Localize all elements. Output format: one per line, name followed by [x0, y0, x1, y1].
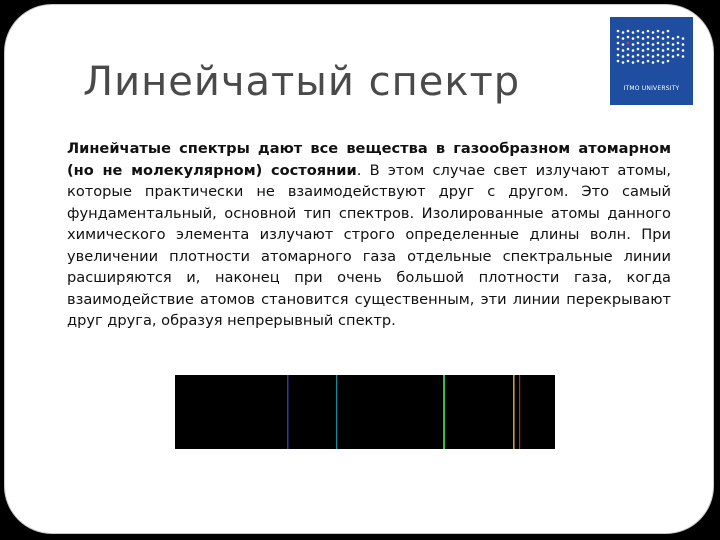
- logo-dot: [657, 36, 660, 39]
- logo-dot: [642, 55, 645, 58]
- logo-dot: [617, 30, 620, 33]
- logo-dot: [622, 61, 625, 64]
- logo-dot: [667, 42, 670, 45]
- logo-dot: [637, 48, 640, 51]
- body-paragraph: [67, 138, 671, 332]
- logo-dot: [652, 37, 655, 40]
- logo-dot: [662, 31, 665, 34]
- logo-dot: [642, 61, 645, 64]
- itmo-logo: [610, 17, 693, 105]
- logo-dot: [647, 48, 650, 51]
- logo-dot: [672, 43, 675, 46]
- logo-dot: [652, 49, 655, 52]
- bold-lead-text: Линейчатые спектры дают все вещества в газообразном атомарном (но не молекулярном) состоянии: [67, 140, 671, 179]
- slide: [4, 4, 714, 534]
- logo-dot: [672, 37, 675, 40]
- logo-dot: [677, 48, 680, 51]
- logo-dot: [647, 60, 650, 63]
- logo-dot: [617, 48, 620, 51]
- logo-dot: [647, 42, 650, 45]
- logo-dot: [677, 42, 680, 45]
- logo-dot: [667, 48, 670, 51]
- logo-dot: [652, 43, 655, 46]
- logo-dot: [632, 55, 635, 58]
- spectral-line: [336, 375, 337, 449]
- logo-dot: [662, 37, 665, 40]
- spectral-line: [287, 375, 289, 449]
- logo-dot: [617, 60, 620, 63]
- spectral-line: [443, 375, 445, 449]
- logo-dot: [637, 30, 640, 33]
- logo-dot: [677, 54, 680, 57]
- logo-dot: [642, 37, 645, 40]
- logo-dot: [622, 55, 625, 58]
- logo-dot: [652, 31, 655, 34]
- logo-dot: [662, 43, 665, 46]
- logo-dot: [682, 55, 685, 58]
- logo-dot: [657, 48, 660, 51]
- logo-dot: [627, 54, 630, 57]
- logo-dot: [652, 55, 655, 58]
- logo-dot: [662, 49, 665, 52]
- logo-dot: [637, 54, 640, 57]
- logo-dot: [627, 48, 630, 51]
- logo-dot: [632, 37, 635, 40]
- logo-dot: [667, 60, 670, 63]
- logo-dot: [642, 31, 645, 34]
- logo-text: ITMO UNIVERSITY: [623, 85, 680, 92]
- logo-dot: [617, 36, 620, 39]
- logo-dot: [627, 36, 630, 39]
- logo-dot: [632, 31, 635, 34]
- logo-dot: [667, 30, 670, 33]
- logo-dot: [682, 37, 685, 40]
- logo-dot: [637, 60, 640, 63]
- logo-dot: [647, 54, 650, 57]
- logo-dot: [667, 54, 670, 57]
- logo-dot: [632, 49, 635, 52]
- logo-dot: [642, 49, 645, 52]
- spectral-line: [519, 375, 520, 449]
- logo-dot: [622, 43, 625, 46]
- logo-dot: [617, 42, 620, 45]
- spectrum-lines: [175, 375, 555, 449]
- logo-dot: [672, 55, 675, 58]
- logo-dot: [627, 42, 630, 45]
- logo-dot: [642, 43, 645, 46]
- logo-dot: [682, 43, 685, 46]
- logo-dot: [637, 42, 640, 45]
- line-spectrum-image: [175, 375, 555, 449]
- logo-dot: [667, 36, 670, 39]
- logo-dot: [632, 61, 635, 64]
- logo-dot: [662, 61, 665, 64]
- logo-dot: [627, 60, 630, 63]
- slide-title: Линейчатый спектр: [83, 59, 521, 105]
- logo-dot: [657, 60, 660, 63]
- logo-dot: [622, 49, 625, 52]
- logo-dot: [647, 36, 650, 39]
- logo-dot: [682, 49, 685, 52]
- logo-dot: [657, 30, 660, 33]
- logo-dot: [622, 37, 625, 40]
- logo-dot: [617, 54, 620, 57]
- logo-dot: [647, 30, 650, 33]
- logo-dot: [657, 42, 660, 45]
- body-rest-text: . В этом случае свет излучают атомы, которые практически не взаимодействуют друг с другом. Это самый фундаментальный, основной тип спектров. Изолированные атомы данного химического элемента излучают строго определенные длины волн. При увеличении плотности атомарного газа отдельные спектральные линии расширяются и, наконец при очень большой плотности газа, когда взаимодействие атомов становится существенным, эти линии перекрывают друг друга, образуя непрерывный спектр.: [67, 161, 671, 329]
- logo-dot: [672, 49, 675, 52]
- logo-dot: [627, 30, 630, 33]
- logo-dot: [677, 36, 680, 39]
- logo-dot: [632, 43, 635, 46]
- logo-dot: [662, 55, 665, 58]
- logo-dot: [652, 61, 655, 64]
- logo-dot: [637, 36, 640, 39]
- logo-dot: [657, 54, 660, 57]
- logo-dot: [622, 31, 625, 34]
- spectral-line: [513, 375, 515, 449]
- itmo-dot-logo-icon: [610, 17, 693, 85]
